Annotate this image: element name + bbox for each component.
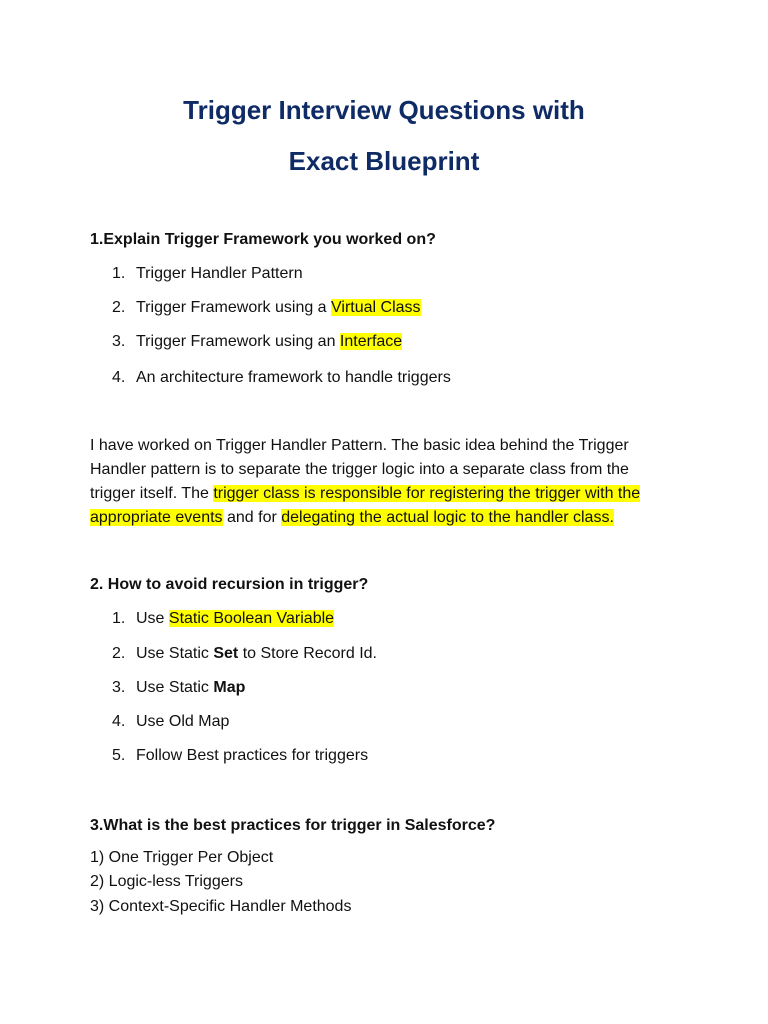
q2-list-item-1 — [112, 610, 334, 628]
paragraph-line-4 — [90, 506, 690, 530]
highlighted-text: trigger class is responsible for registering the trigger with the — [213, 485, 641, 502]
list-text: Use Old Map — [136, 713, 230, 730]
bold-text: Map — [213, 679, 246, 696]
list-number: 3. — [112, 333, 126, 350]
q1-answer-paragraph — [90, 434, 690, 530]
q2-list-item-5 — [112, 747, 368, 765]
list-text: Trigger Framework using a — [136, 299, 332, 316]
list-number: 3. — [112, 679, 126, 696]
q1-list-item-3 — [112, 333, 402, 351]
list-number: 1. — [112, 610, 126, 627]
list-number: 1. — [112, 265, 126, 282]
highlighted-text: appropriate events — [90, 509, 223, 526]
q1-list-item-4 — [112, 369, 451, 387]
bold-text: Set — [213, 645, 239, 662]
paragraph-line-1: I have worked on Trigger Handler Pattern. The basic idea behind the Trigger — [90, 437, 629, 454]
question-3-heading: 3.What is the best practices for trigger in Salesforce? — [90, 817, 496, 834]
question-1-heading: 1.Explain Trigger Framework you worked on? — [90, 231, 436, 248]
q1-list-item-1 — [112, 265, 303, 283]
q2-list-item-2 — [112, 645, 377, 663]
highlighted-text: Virtual Class — [331, 299, 421, 316]
question-2-heading: 2. How to avoid recursion in trigger? — [90, 576, 369, 593]
q1-list-item-2 — [112, 299, 421, 317]
q2-list-item-3 — [112, 679, 245, 697]
document-title-line-2: Exact Blueprint — [288, 146, 480, 176]
list-text: An architecture framework to handle triggers — [136, 369, 451, 386]
q3-list-item-3: 3) Context-Specific Handler Methods — [90, 898, 352, 915]
list-text: Use — [136, 610, 169, 627]
paragraph-line-2: Handler pattern is to separate the trigger logic into a separate class from the — [90, 461, 629, 478]
q3-list-item-2: 2) Logic-less Triggers — [90, 873, 243, 890]
list-text: Use Static — [136, 645, 214, 662]
list-text: Follow Best practices for triggers — [136, 747, 369, 764]
list-text: Use Static — [136, 679, 214, 696]
list-text: Trigger Handler Pattern — [136, 265, 303, 282]
highlighted-text: delegating the actual logic to the handler class. — [281, 509, 614, 526]
document-title-line-1: Trigger Interview Questions with — [183, 95, 585, 125]
paragraph-line-3 — [90, 482, 690, 506]
list-number: 4. — [112, 369, 126, 386]
q2-list-item-4 — [112, 713, 229, 731]
highlighted-text: Interface — [339, 333, 403, 350]
paragraph-text: trigger itself. The — [90, 485, 214, 502]
list-number: 4. — [112, 713, 126, 730]
list-number: 2. — [112, 299, 126, 316]
paragraph-text: and for — [222, 509, 282, 526]
highlighted-text: Static Boolean Variable — [168, 610, 335, 627]
list-number: 2. — [112, 645, 126, 662]
list-number: 5. — [112, 747, 126, 764]
list-text: Trigger Framework using an — [136, 333, 340, 350]
q3-list-item-1: 1) One Trigger Per Object — [90, 849, 274, 866]
list-text: to Store Record Id. — [238, 645, 377, 662]
